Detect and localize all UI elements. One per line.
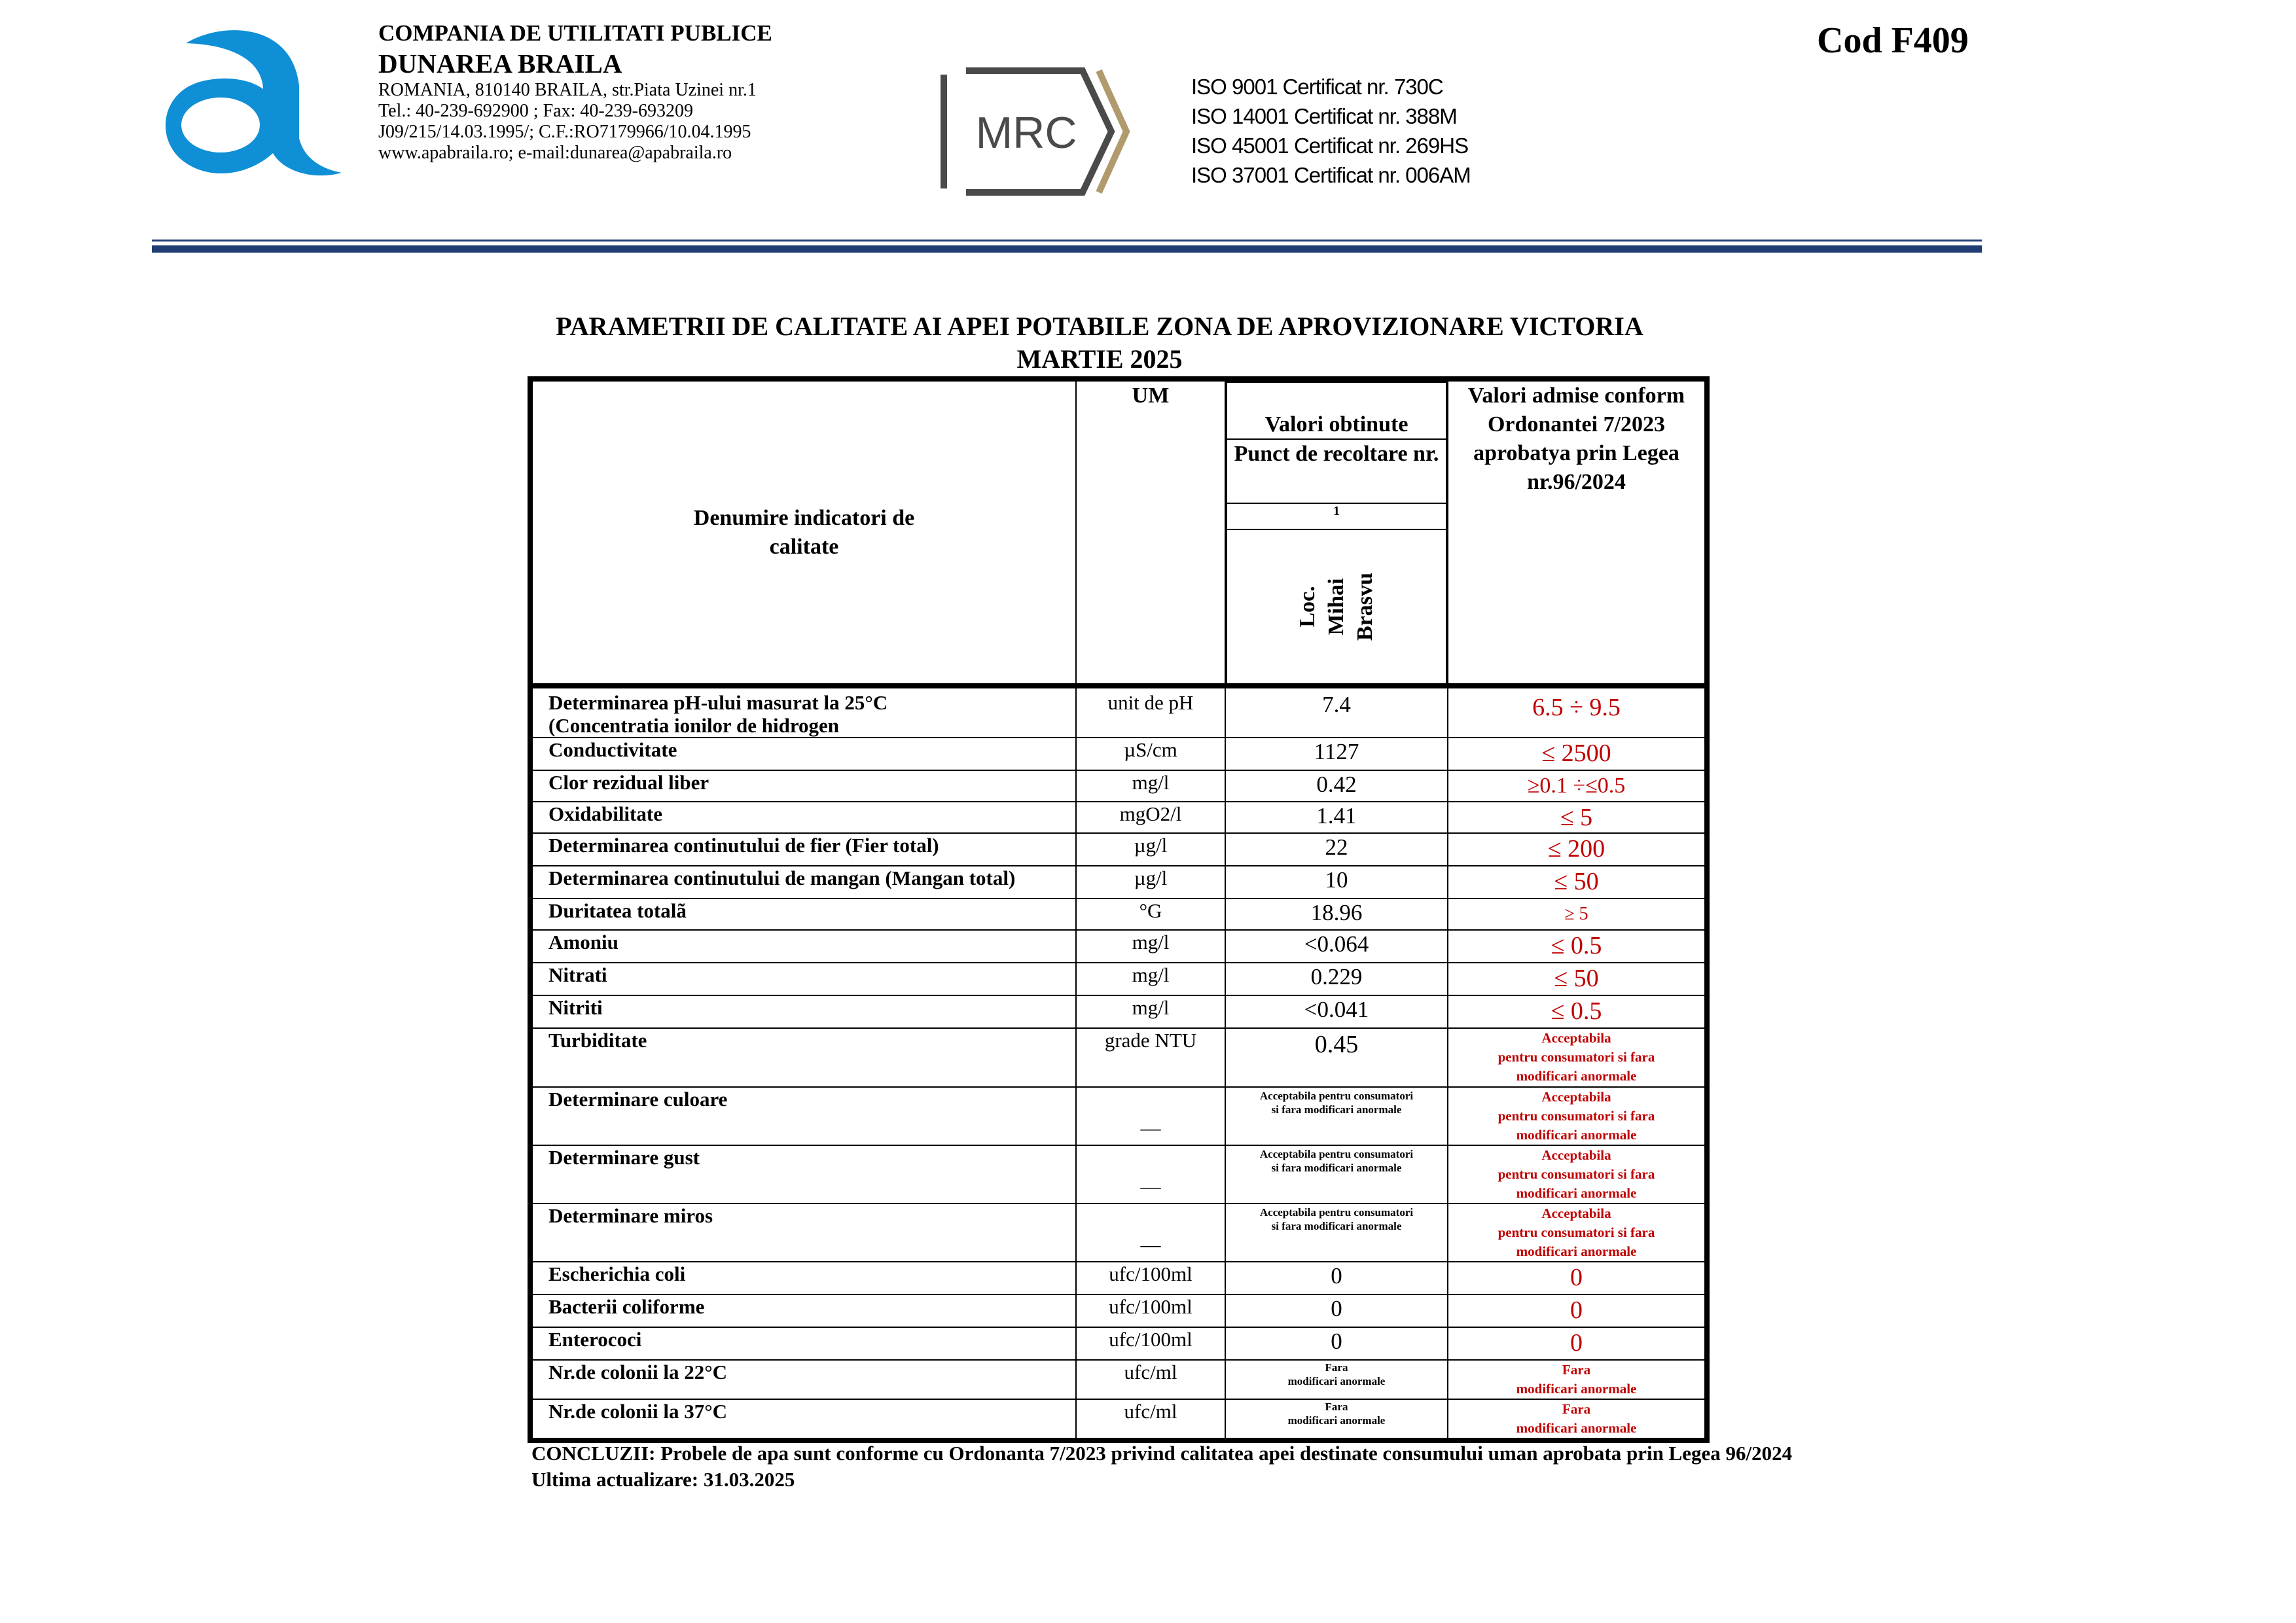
indicator-um: µg/l — [1076, 833, 1225, 866]
indicator-value: 0 — [1225, 1262, 1448, 1294]
mrc-certification-logo — [940, 63, 1130, 200]
document-title — [393, 310, 1806, 376]
table-row — [530, 930, 1707, 963]
indicator-limit: ≥ 5 — [1448, 899, 1707, 930]
quality-parameters-table — [528, 376, 1710, 1443]
indicator-limit: ≤ 50 — [1448, 963, 1707, 995]
indicator-limit: 0 — [1448, 1327, 1707, 1360]
indicator-limit: 0 — [1448, 1294, 1707, 1327]
table-row — [530, 1399, 1707, 1440]
indicator-limit: 6.5 ÷ 9.5 — [1448, 686, 1707, 738]
indicator-name: Duritatea totalã — [530, 899, 1076, 930]
company-logo — [152, 17, 348, 181]
indicator-name: Determinare miros — [530, 1204, 1076, 1262]
table-row — [530, 770, 1707, 802]
location-line-2: Mihai — [1323, 578, 1348, 635]
header-rule-thin — [152, 240, 1982, 241]
location-line-1: Loc. — [1295, 586, 1319, 628]
table-row — [530, 995, 1707, 1028]
indicator-limit: ≤ 5 — [1448, 802, 1707, 833]
indicator-um: — — [1076, 1204, 1225, 1262]
mrc-text: MRC — [975, 108, 1077, 158]
header-values-obtained — [1225, 379, 1448, 686]
indicator-value: 18.96 — [1225, 899, 1448, 930]
indicator-name: Nitriti — [530, 995, 1076, 1028]
indicator-limit: ≤ 0.5 — [1448, 995, 1707, 1028]
form-code: Cod F409 — [1817, 20, 1969, 61]
indicator-value: 10 — [1225, 866, 1448, 899]
indicator-name: Determinarea continutului de fier (Fier total) — [530, 833, 1076, 866]
indicator-name: Enterococi — [530, 1327, 1076, 1360]
header-values-title: Valori obtinute — [1227, 382, 1446, 439]
indicator-um: grade NTU — [1076, 1028, 1225, 1087]
iso-14001: ISO 14001 Certificat nr. 388M — [1191, 104, 1457, 128]
company-name-line-2: DUNAREA BRAILA — [378, 48, 622, 79]
indicator-um: ufc/ml — [1076, 1360, 1225, 1399]
table-row — [530, 1294, 1707, 1327]
header-indicator-name: Denumire indicatori de calitate — [530, 379, 1076, 686]
table-row — [530, 802, 1707, 833]
indicator-um: ufc/ml — [1076, 1399, 1225, 1440]
table-row — [530, 1262, 1707, 1294]
conclusions — [531, 1440, 1792, 1493]
indicator-limit: ≤ 0.5 — [1448, 930, 1707, 963]
indicator-limit: ≤ 200 — [1448, 833, 1707, 866]
table-row — [530, 963, 1707, 995]
title-line-1: PARAMETRII DE CALITATE AI APEI POTABILE ZONA DE APROVIZIONARE VICTORIA — [556, 312, 1643, 341]
company-name-line-1: COMPANIA DE UTILITATI PUBLICE — [378, 20, 772, 46]
indicator-name: Determinarea pH-ului masurat la 25°C — [548, 691, 888, 714]
indicator-limit: Acceptabila pentru consumatori si fara modificari anormale — [1448, 1087, 1707, 1145]
indicator-value: <0.064 — [1225, 930, 1448, 963]
indicator-value: 1127 — [1225, 738, 1448, 770]
indicator-limit: 0 — [1448, 1262, 1707, 1294]
indicator-limit: Acceptabila pentru consumatori si fara modificari anormale — [1448, 1145, 1707, 1204]
indicator-name: Conductivitate — [530, 738, 1076, 770]
conclusion-text: CONCLUZII: Probele de apa sunt conforme cu Ordonanta 7/2023 privind calitatea apei destinate consumului uman aprobata prin Legea 96/2024 — [531, 1442, 1793, 1465]
indicator-um: mg/l — [1076, 930, 1225, 963]
indicator-value: <0.041 — [1225, 995, 1448, 1028]
indicator-limit: Fara modificari anormale — [1448, 1399, 1707, 1440]
indicator-name: Determinare culoare — [530, 1087, 1076, 1145]
indicator-um: mgO2/l — [1076, 802, 1225, 833]
indicator-name: Turbiditate — [530, 1028, 1076, 1087]
indicator-um: — — [1076, 1145, 1225, 1204]
header-point-number: 1 — [1227, 503, 1446, 529]
indicator-um: mg/l — [1076, 770, 1225, 802]
indicator-name: Clor rezidual liber — [530, 770, 1076, 802]
indicator-name: Escherichia coli — [530, 1262, 1076, 1294]
table-row — [530, 833, 1707, 866]
table-row — [530, 1028, 1707, 1087]
indicator-value: Fara modificari anormale — [1225, 1399, 1448, 1440]
iso-certificates — [1191, 72, 1471, 190]
header-sampling-point: Punct de recoltare nr. — [1227, 439, 1446, 503]
indicator-name-continued: (Concentratia ionilor de hidrogen — [548, 714, 840, 737]
indicator-um: °G — [1076, 899, 1225, 930]
indicator-um: ufc/100ml — [1076, 1327, 1225, 1360]
indicator-value: 22 — [1225, 833, 1448, 866]
table-row — [530, 866, 1707, 899]
indicator-value: 0 — [1225, 1327, 1448, 1360]
indicator-um: — — [1076, 1087, 1225, 1145]
header-location — [1227, 529, 1446, 683]
indicator-value: 1.41 — [1225, 802, 1448, 833]
indicator-name: Amoniu — [530, 930, 1076, 963]
indicator-value: Acceptabila pentru consumatori si fara modificari anormale — [1225, 1087, 1448, 1145]
table-row — [530, 1327, 1707, 1360]
indicator-limit: Fara modificari anormale — [1448, 1360, 1707, 1399]
indicator-name: Nr.de colonii la 22°C — [530, 1360, 1076, 1399]
indicator-value: 0 — [1225, 1294, 1448, 1327]
header-admitted-values: Valori admise conform Ordonantei 7/2023 aprobatya prin Legea nr.96/2024 — [1448, 379, 1707, 686]
indicator-um: µS/cm — [1076, 738, 1225, 770]
indicator-um: µg/l — [1076, 866, 1225, 899]
indicator-limit: Acceptabila pentru consumatori si fara modificari anormale — [1448, 1028, 1707, 1087]
header-um: UM — [1076, 379, 1225, 686]
indicator-name: Nitrati — [530, 963, 1076, 995]
table-row — [530, 1204, 1707, 1262]
indicator-limit: Acceptabila pentru consumatori si fara modificari anormale — [1448, 1204, 1707, 1262]
iso-45001: ISO 45001 Certificat nr. 269HS — [1191, 134, 1469, 158]
table-header-row — [530, 379, 1707, 686]
location-line-3: Brasvu — [1352, 573, 1377, 641]
indicator-name: Determinare gust — [530, 1145, 1076, 1204]
table-row — [530, 1145, 1707, 1204]
indicator-name: Bacterii coliforme — [530, 1294, 1076, 1327]
indicator-um: mg/l — [1076, 963, 1225, 995]
indicator-name: Determinarea continutului de mangan (Mangan total) — [530, 866, 1076, 899]
table-row — [530, 686, 1707, 738]
indicator-um: unit de pH — [1076, 686, 1225, 738]
indicator-name: Nr.de colonii la 37°C — [530, 1399, 1076, 1440]
indicator-value: Acceptabila pentru consumatori si fara modificari anormale — [1225, 1204, 1448, 1262]
indicator-limit: ≤ 50 — [1448, 866, 1707, 899]
indicator-value: 0.45 — [1225, 1028, 1448, 1087]
iso-37001: ISO 37001 Certificat nr. 006AM — [1191, 163, 1471, 187]
table-row — [530, 899, 1707, 930]
indicator-value: Acceptabila pentru consumatori si fara modificari anormale — [1225, 1145, 1448, 1204]
indicator-value: 7.4 — [1225, 686, 1448, 738]
indicator-um: ufc/100ml — [1076, 1294, 1225, 1327]
indicator-value: Fara modificari anormale — [1225, 1360, 1448, 1399]
indicator-value: 0.229 — [1225, 963, 1448, 995]
indicator-um: mg/l — [1076, 995, 1225, 1028]
table-row — [530, 1087, 1707, 1145]
table-row — [530, 1360, 1707, 1399]
table-row — [530, 738, 1707, 770]
last-updated: Ultima actualizare: 31.03.2025 — [531, 1468, 795, 1491]
iso-9001: ISO 9001 Certificat nr. 730C — [1191, 75, 1443, 99]
company-address: ROMANIA, 810140 BRAILA, str.Piata Uzinei nr.1 — [378, 80, 757, 100]
header-rule-thick — [152, 245, 1982, 253]
indicator-limit: ≤ 2500 — [1448, 738, 1707, 770]
indicator-um: ufc/100ml — [1076, 1262, 1225, 1294]
company-info — [378, 20, 915, 164]
indicator-limit: ≥0.1 ÷≤0.5 — [1448, 770, 1707, 802]
company-web: www.apabraila.ro; e-mail:dunarea@apabraila.ro — [378, 143, 732, 163]
indicator-value: 0.42 — [1225, 770, 1448, 802]
indicator-name: Oxidabilitate — [530, 802, 1076, 833]
company-registry: J09/215/14.03.1995/; C.F.:RO7179966/10.04.1995 — [378, 122, 751, 142]
title-month: MARTIE 2025 — [1016, 344, 1183, 374]
company-phone: Tel.: 40-239-692900 ; Fax: 40-239-693209 — [378, 101, 693, 121]
